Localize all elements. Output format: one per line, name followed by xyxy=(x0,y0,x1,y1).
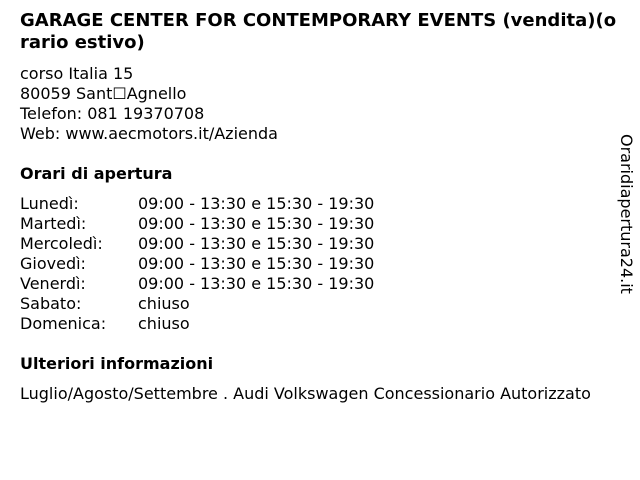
hours-row-thursday xyxy=(20,254,374,274)
website: Web: www.aecmotors.it/Azienda xyxy=(20,124,278,143)
hours-row-sunday xyxy=(20,314,374,334)
time-value: 09:00 - 13:30 e 15:30 - 19:30 xyxy=(138,254,375,273)
time-value: chiuso xyxy=(138,314,190,333)
opening-hours-table xyxy=(20,194,374,334)
opening-hours-heading: Orari di apertura xyxy=(20,164,173,183)
day-label: Domenica: xyxy=(20,314,107,333)
address-block xyxy=(20,64,278,144)
day-label: Lunedì: xyxy=(20,194,79,213)
day-label: Mercoledì: xyxy=(20,234,103,253)
further-info-text: Luglio/Agosto/Settembre . Audi Volkswagen Concessionario Autorizzato xyxy=(20,384,591,403)
phone-number: Telefon: 081 19370708 xyxy=(20,104,205,123)
hours-row-saturday xyxy=(20,294,374,314)
time-value: 09:00 - 13:30 e 15:30 - 19:30 xyxy=(138,274,375,293)
hours-row-tuesday xyxy=(20,214,374,234)
city-postcode: 80059 Sant☐Agnello xyxy=(20,84,187,103)
time-value: chiuso xyxy=(138,294,190,313)
time-value: 09:00 - 13:30 e 15:30 - 19:30 xyxy=(138,194,375,213)
time-value: 09:00 - 13:30 e 15:30 - 19:30 xyxy=(138,234,375,253)
day-label: Venerdì: xyxy=(20,274,86,293)
day-label: Martedì: xyxy=(20,214,87,233)
day-label: Sabato: xyxy=(20,294,82,313)
day-label: Giovedì: xyxy=(20,254,86,273)
site-watermark: Oraridiapertura24.it xyxy=(617,134,636,294)
hours-row-wednesday xyxy=(20,234,374,254)
further-info-heading: Ulteriori informazioni xyxy=(20,354,214,373)
street-address: corso Italia 15 xyxy=(20,64,134,83)
time-value: 09:00 - 13:30 e 15:30 - 19:30 xyxy=(138,214,375,233)
page-title: GARAGE CENTER FOR CONTEMPORARY EVENTS (vendita)(orario estivo) xyxy=(20,10,617,53)
hours-row-friday xyxy=(20,274,374,294)
hours-row-monday xyxy=(20,194,374,214)
